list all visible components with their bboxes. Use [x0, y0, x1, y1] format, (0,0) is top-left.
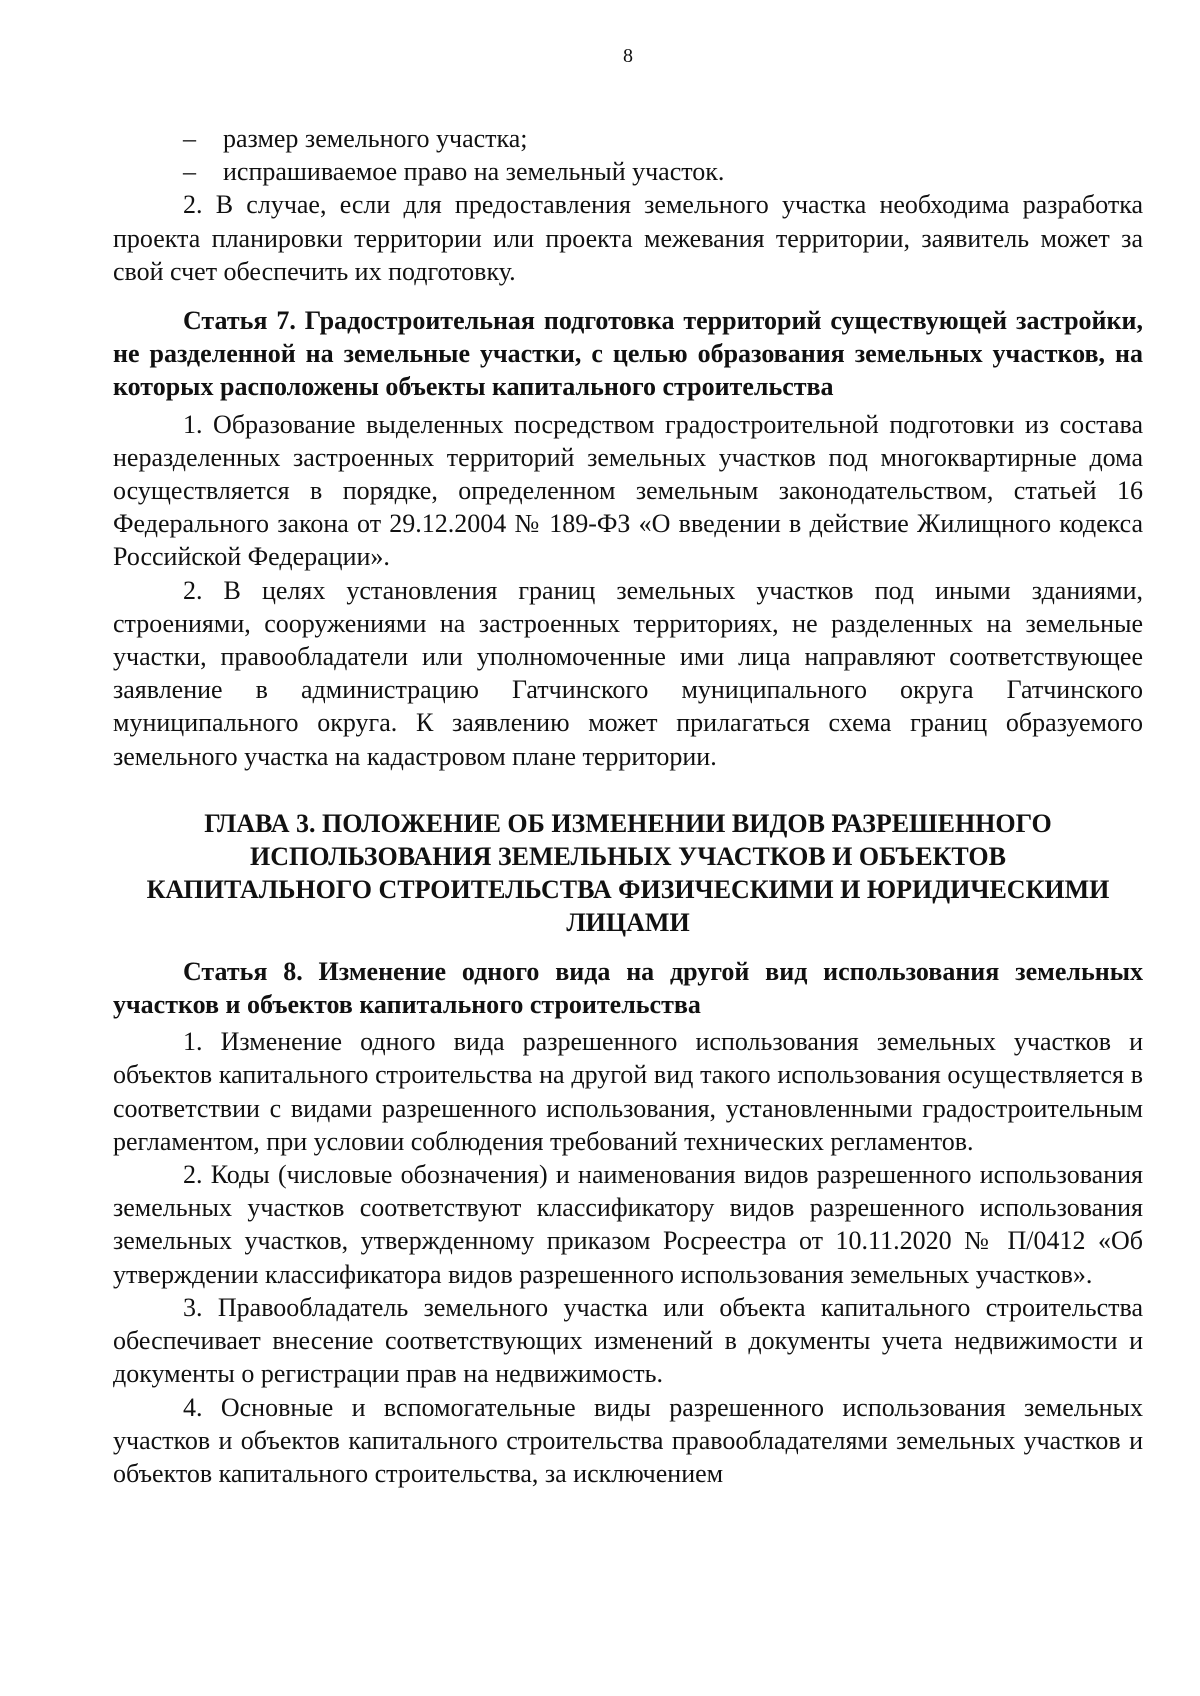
list-item-text: размер земельного участка;	[223, 124, 528, 153]
document-page	[113, 0, 1143, 1696]
document-body	[113, 122, 1143, 1490]
paragraph-article7-clause2: 2. В целях установления границ земельных участков под иными зданиями, строениями, сооружениями на застроенных территориях, не разделенных на земельные участки, правообладатели или уполномоченные ими лица направляют соответствующее заявление в администрацию Гатчинского муниципального округа Гатчинского муниципального округа. К заявлению может прилагаться схема границ образуемого земельного участка на кадастровом плане территории.	[113, 575, 1143, 771]
paragraph-article8-clause2: 2. Коды (числовые обозначения) и наименования видов разрешенного использования земельных участков соответствуют классификатору видов разрешенного использования земельных участков, утвержденному приказом Росреестра от 10.11.2020 № П/0412 «Об утверждении классификатора видов разрешенного использования земельных участков».	[113, 1160, 1143, 1289]
dash-mark: –	[183, 157, 196, 187]
article-8-heading: Статья 8. Изменение одного вида на другой вид использования земельных участков и объектов капитального строительства	[113, 956, 1143, 1020]
list-item-text: испрашиваемое право на земельный участок.	[223, 157, 725, 187]
chapter-3-heading: ГЛАВА 3. ПОЛОЖЕНИЕ ОБ ИЗМЕНЕНИИ ВИДОВ РАЗРЕШЕННОГО ИСПОЛЬЗОВАНИЯ ЗЕМЕЛЬНЫХ УЧАСТКОВ И ОБЪЕКТОВ КАПИТАЛЬНОГО СТРОИТЕЛЬСТВА ФИЗИЧЕСКИМИ И ЮРИДИЧЕСКИМИ ЛИЦАМИ	[146, 808, 1110, 937]
paragraph-article7-clause1: 1. Образование выделенных посредством градостроительной подготовки из состава неразделенных застроенных территорий земельных участков под многоквартирные дома осуществляется в порядке, определенном земельным законодательством, статьей 16 Федерального закона от 29.12.2004 № 189-ФЗ «О введении в действие Жилищного кодекса Российской Федерации».	[113, 409, 1143, 572]
dash-mark: –	[183, 124, 196, 153]
list-item-requested-right	[113, 155, 1143, 188]
paragraph-article8-clause4: 4. Основные и вспомогательные виды разрешенного использования земельных участков и объектов капитального строительства правообладателями земельных участков и объектов капитального строительства, за исключением	[113, 1392, 1143, 1488]
page-number: 8	[623, 45, 633, 67]
list-item-plot-size	[113, 122, 1143, 155]
paragraph-article8-clause3: 3. Правообладатель земельного участка или объекта капитального строительства обеспечивает внесение соответствующих изменений в документы учета недвижимости и документы о регистрации прав на недвижимость.	[113, 1292, 1143, 1389]
article-7-heading: Статья 7. Градостроительная подготовка территорий существующей застройки, не разделенной на земельные участки, с целью образования земельных участков, на которых расположены объекты капитального строительства	[113, 306, 1143, 402]
paragraph-article8-clause1: 1. Изменение одного вида разрешенного использования земельных участков и объектов капитального строительства на другой вид такого использования осуществляется в соответствии с видами разрешенного использования, установленными градостроительным регламентом, при условии соблюдения требований технических регламентов.	[113, 1027, 1143, 1156]
paragraph-article6-clause2: 2. В случае, если для предоставления земельного участка необходима разработка проекта планировки территории или проекта межевания территории, заявитель может за свой счет обеспечить их подготовку.	[113, 190, 1143, 286]
